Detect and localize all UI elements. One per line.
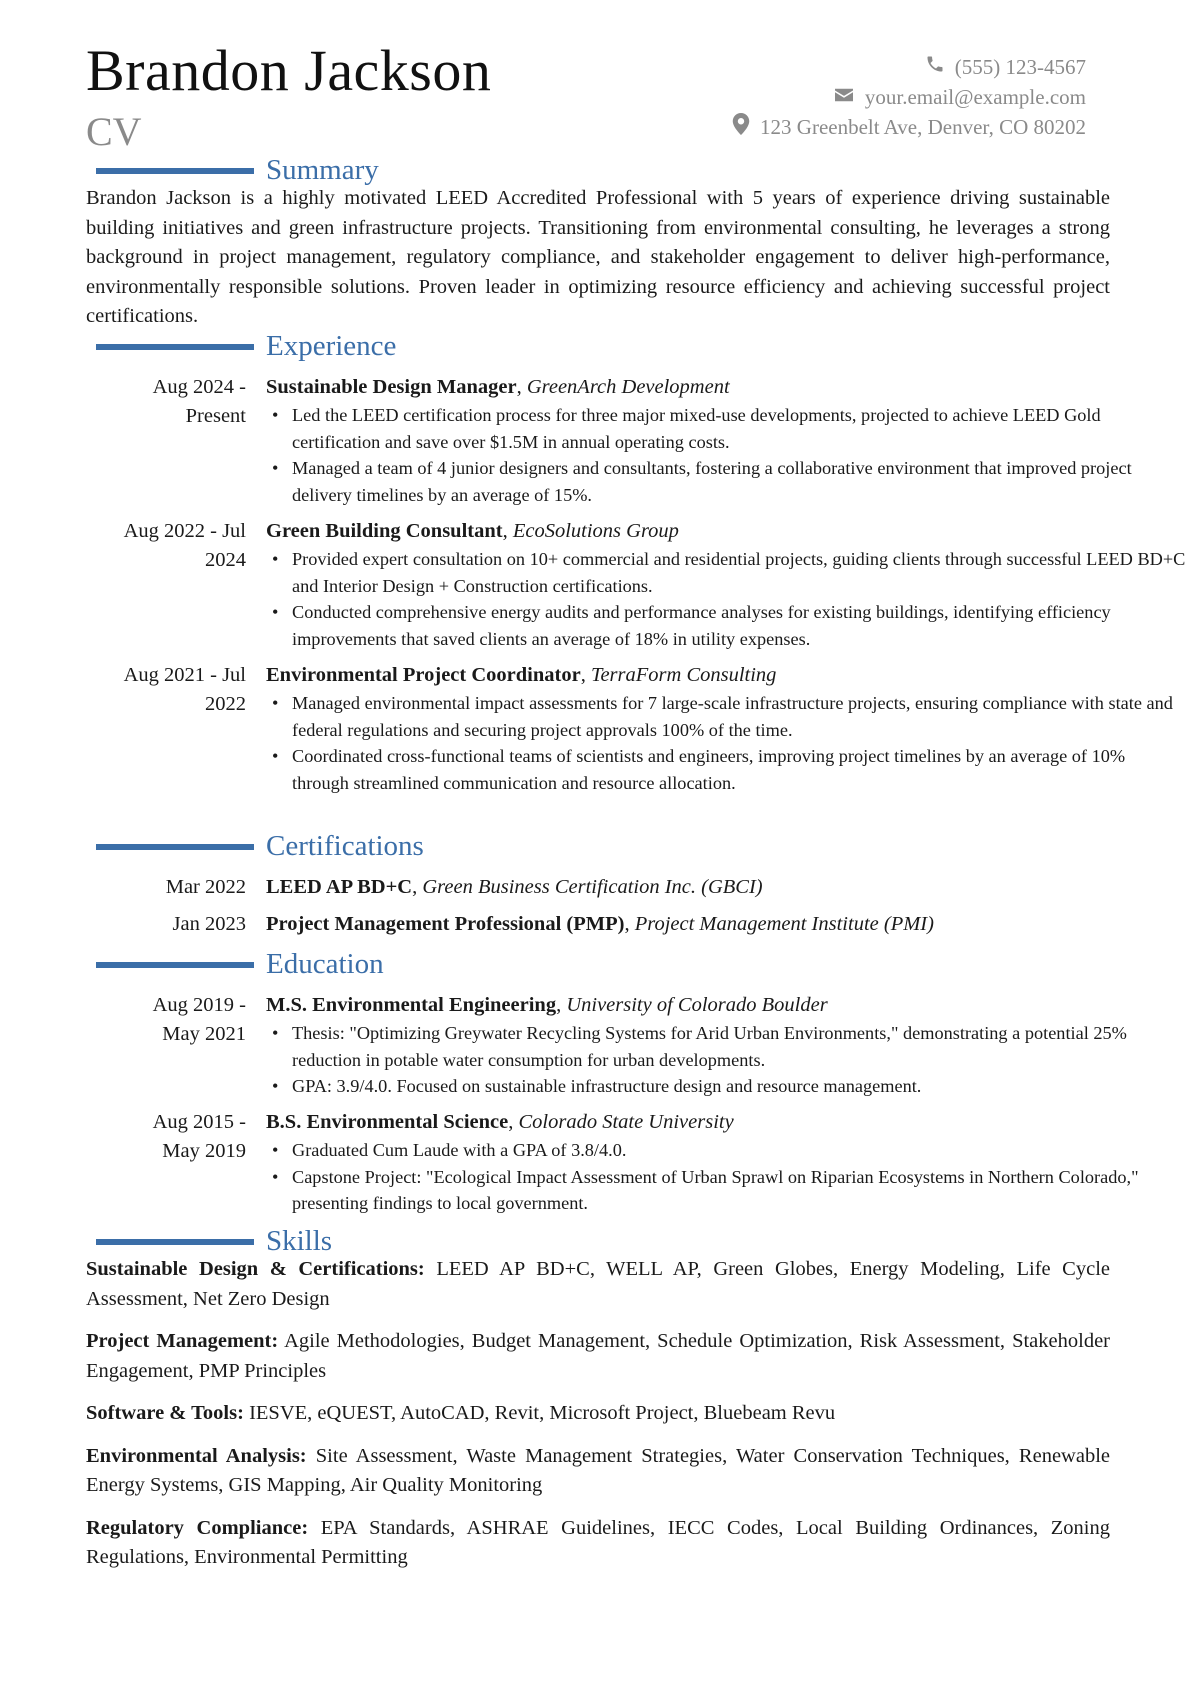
skill-category: Environmental Analysis: <box>86 1444 307 1467</box>
section-heading-skills <box>96 1227 332 1256</box>
entry-organization: Green Business Certification Inc. (GBCI) <box>422 876 763 898</box>
section-rule <box>96 962 254 968</box>
resume-page: Brandon Jackson CV (555) 123-4567 your.email@example.com 123 Greenbelt Ave, Denver, CO 80202 Summary Brandon Jackson is a highly motivated LEED Accredited Professional with 5 years of experience driving sustainable building initiatives and green infrastructure projects. Transitioning from environmental consulting, he leverages a strong background in project management, regulatory compliance, and stakeholder engagement to deliver high-performance, environmentally responsible solutions. Proven leader in optimizing resource efficiency and achieving successful project certifications. Experience Aug 2024 - Present Sustainable Design Manager, GreenArch Development • Led the LEED certification process for three major mixed-use developments, projected to achieve LEED Gold certification and save over $1.5M in annual operating costs. • Managed a team of 4 junior designers and consultants, fostering a collaborative environment that improved project delivery timelines by an average of 15%. Aug 2022 - Jul 2024 Green Building Consultant, EcoSolutions Group • Provided expert consultation on 10+ commercial and residential projects, guiding clients through successful LEED BD+C and Interior Design + Construction certifications. • Conducted comprehensive energy audits and performance analyses for existing buildings, identifying efficiency improvements that saved clients an average of 18% in utility expenses. Aug 2021 - Jul 2022 Environmental Project Coordinator, TerraForm Consulting • Managed environmental impact assessments for 7 large-scale infrastructure projects, ensuring compliance with state and federal regulations and securing project approvals 100% of the time. • Coordinated cross-functional teams of scientists and engineers, improving project timelines by an average of 10% through streamlined communication and resource allocation. Certifications Mar 2022 LEED AP BD+C, Green Business Certification Inc. (GBCI) Jan 2023 Project Management Professional (PMP), Project Management Institute (PMI) Education Aug 2019 - May 2021 M.S. Environmental Engineering, University of Colorado Boulder • Thesis: "Optimizing Greywater Recycling Systems for Arid Urban Environments," demonstrating a potential 25% reduction in potable water consumption for urban developments. • GPA: 3.9/4.0. Focused on sustainable infrastructure design and resource management. Aug 2015 - May 2019 B.S. Environmental Science, Colorado State University • Graduated Cum Laude with a GPA of 3.8/4.0. • Capstone Project: "Ecological Impact Assessment of Urban Sprawl on Riparian Ecosystems in Northern Colorado," presenting findings to local government. Skills Sustainable Design & Certifications: LEED AP BD+C, WELL AP, Green Globes, Energy Modeling, Life Cycle Assessment, Net Zero Design Project Management: Agile Methodologies, Budget Management, Schedule Optimization, Risk Assessment, Stakeholder Engagement, PMP Principles Software & Tools: IESVE, eQUEST, AutoCAD, Revit, Microsoft Project, Bluebeam Revu Environmental Analysis: Site Assessment, Waste Management Strategies, Water Conservation Techniques, Renewable Energy Systems, GIS Mapping, Air Quality Monitoring Regulatory Compliance: EPA Standards, ASHRAE Guidelines, IECC Codes, Local Building Ordinances, Zoning Regulations, Environmental Permitting <box>0 0 1190 1683</box>
entry-title: B.S. Environmental Science <box>266 1111 509 1133</box>
skill-items: EPA Standards, ASHRAE Guidelines, IECC Codes, Local Building Ordinances, Zoning Regulations, Environmental Permitting <box>86 1516 1111 1568</box>
section-heading-summary <box>96 156 379 185</box>
entry-organization: TerraForm Consulting <box>590 664 777 686</box>
entry-organization: EcoSolutions Group <box>512 520 679 542</box>
skill-items: LEED AP BD+C, WELL AP, Green Globes, Energy Modeling, Life Cycle Assessment, Net Zero Design <box>86 1258 1111 1310</box>
contact-phone <box>732 52 1086 82</box>
entry-date: Aug 2015 - May 2019 <box>152 1111 246 1162</box>
candidate-name: Brandon Jackson <box>86 38 492 103</box>
list-item: • Graduated Cum Laude with a GPA of 3.8/4.0. <box>266 1137 1186 1164</box>
list-item: • Managed a team of 4 junior designers and consultants, fostering a collaborative environment that improved project delivery timelines by an average of 15%. <box>266 455 1186 508</box>
entry-bullets <box>266 1137 1186 1217</box>
email-address[interactable]: your.email@example.com <box>864 84 1086 109</box>
section-rule <box>96 844 254 850</box>
skill-category: Sustainable Design & Certifications: <box>86 1258 425 1280</box>
entry-organization: Project Management Institute (PMI) <box>634 913 934 935</box>
section-title: Education <box>266 948 384 980</box>
entry-title: Project Management Professional (PMP) <box>266 913 625 935</box>
section-rule <box>96 1239 254 1245</box>
skill-category: Regulatory Compliance: <box>86 1516 309 1539</box>
list-item: • Coordinated cross-functional teams of scientists and engineers, improving project timelines by an average of 10% through streamlined communication and resource allocation. <box>266 743 1186 796</box>
section-rule <box>96 168 254 174</box>
section-rule <box>96 344 254 350</box>
entry-date: Aug 2019 - May 2021 <box>152 994 246 1045</box>
entry-organization: GreenArch Development <box>526 376 730 398</box>
entry-bullets <box>266 402 1186 508</box>
section-heading-education <box>96 950 384 979</box>
skill-group <box>86 1327 1110 1386</box>
skill-category: Project Management: <box>86 1330 279 1352</box>
phone-number[interactable]: (555) 123-4567 <box>954 54 1086 79</box>
entry-bullets <box>266 690 1186 796</box>
skill-group <box>86 1442 1110 1501</box>
entry-date: Aug 2021 - Jul 2022 <box>123 664 246 715</box>
skill-group <box>86 1514 1110 1573</box>
entry-title: Sustainable Design Manager <box>266 376 517 398</box>
entry-title: Green Building Consultant <box>266 520 503 542</box>
skills-list <box>86 1255 1110 1586</box>
section-heading-certifications <box>96 832 424 861</box>
list-item: • Led the LEED certification process for three major mixed-use developments, projected to achieve LEED Gold certification and save over $1.5M in annual operating costs. <box>266 402 1186 455</box>
list-item: • Managed environmental impact assessments for 7 large-scale infrastructure projects, ensuring compliance with state and federal regulations and securing project approvals 100% of the time. <box>266 690 1186 743</box>
entry-bullets <box>266 1020 1186 1100</box>
envelope-icon <box>833 85 855 110</box>
phone-icon <box>925 54 945 80</box>
skill-group <box>86 1255 1110 1314</box>
skill-items: IESVE, eQUEST, AutoCAD, Revit, Microsoft Project, Bluebeam Revu <box>249 1402 836 1424</box>
entry-organization: University of Colorado Boulder <box>566 994 828 1016</box>
entry-title: Environmental Project Coordinator <box>266 664 581 686</box>
entry-date: Jan 2023 <box>172 913 246 935</box>
list-item: • GPA: 3.9/4.0. Focused on sustainable infrastructure design and resource management. <box>266 1073 1186 1100</box>
entry-date: Aug 2022 - Jul 2024 <box>123 520 246 571</box>
entry-bullets <box>266 546 1186 652</box>
section-title: Experience <box>266 330 397 362</box>
section-heading-experience <box>96 332 396 361</box>
list-item: • Thesis: "Optimizing Greywater Recycling Systems for Arid Urban Environments," demonstrating a potential 25% reduction in potable water consumption for urban developments. <box>266 1020 1186 1073</box>
list-item: • Conducted comprehensive energy audits and performance analyses for existing buildings, identifying efficiency improvements that saved clients an average of 18% in utility expenses. <box>266 599 1186 652</box>
entry-title: M.S. Environmental Engineering <box>266 994 557 1016</box>
skill-group <box>86 1399 1110 1429</box>
skill-items: Agile Methodologies, Budget Management, Schedule Optimization, Risk Assessment, Stakeholder Engagement, PMP Principles <box>86 1330 1110 1382</box>
entry-title: LEED AP BD+C <box>266 876 413 898</box>
contact-email <box>732 82 1086 112</box>
list-item: • Capstone Project: "Ecological Impact Assessment of Urban Sprawl on Riparian Ecosystems in Northern Colorado," presenting findings to local government. <box>266 1164 1186 1217</box>
entry-date: Mar 2022 <box>165 876 246 898</box>
skill-category: Software & Tools: <box>86 1402 244 1424</box>
street-address: 123 Greenbelt Ave, Denver, CO 80202 <box>760 114 1086 139</box>
skill-items: Site Assessment, Waste Management Strategies, Water Conservation Techniques, Renewable Energy Systems, GIS Mapping, Air Quality Monitoring <box>86 1444 1111 1496</box>
section-title: Certifications <box>266 830 424 862</box>
section-title: Skills <box>266 1225 333 1257</box>
entry-organization: Colorado State University <box>518 1111 734 1133</box>
document-subtitle: CV <box>86 109 142 154</box>
section-title: Summary <box>266 154 379 186</box>
list-item: • Provided expert consultation on 10+ commercial and residential projects, guiding clients through successful LEED BD+C and Interior Design + Construction certifications. <box>266 546 1186 599</box>
summary-text: Brandon Jackson is a highly motivated LEED Accredited Professional with 5 years of experience driving sustainable building initiatives and green infrastructure projects. Transitioning from environmental consulting, he leverages a strong background in project management, regulatory compliance, and stakeholder engagement to deliver high-performance, environmentally responsible solutions. Proven leader in optimizing resource efficiency and achieving successful project certifications. <box>86 187 1110 327</box>
map-pin-icon <box>732 113 750 141</box>
entry-date: Aug 2024 - Present <box>152 376 246 427</box>
contact-block <box>732 52 1086 142</box>
contact-address <box>732 112 1086 142</box>
